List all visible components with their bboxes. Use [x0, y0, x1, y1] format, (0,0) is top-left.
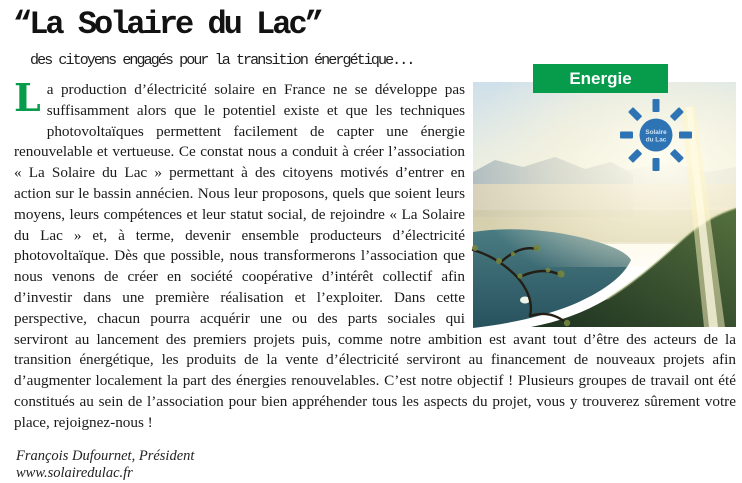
logo-text-line1: Solaire [645, 129, 667, 136]
logo-text-line2: du Lac [645, 136, 667, 144]
signature-name: François Dufournet, Président [16, 447, 195, 464]
page-subtitle: des citoyens engagés pour la transition énergétique... [30, 52, 414, 69]
lake-annecy-photo [473, 82, 736, 327]
article-photo [473, 82, 736, 327]
solaire-du-lac-logo [620, 99, 692, 171]
page-title: “La Solaire du Lac” [13, 6, 321, 43]
signature-block [16, 448, 742, 483]
magazine-page [0, 6, 742, 482]
category-badge [533, 64, 668, 93]
article-body-text: a production d’électricité solaire en France ne se développe pas suffisamment alors que le potentiel existe et que les techniques photovoltaïques permettent facilement de capter une énergie renouvelable et vertueuse. Ce constat nous a conduit à créer l’association « La Solaire du Lac » permettant à des citoyens motivés d’entrer en action sur le bassin annécien. Nous leur proposons, quels que soient leurs moyens, leurs compétences et leur statut social, de rejoindre « La Solaire du Lac » et, à terme, devenir ensemble producteurs d’électricité photovoltaïque. Dès que possible, nous transformerons l’association que nous venons de créer en société coopérative d’intérêt collectif afin d’investir dans une première réalisation et l’exploiter. Dans cette perspective, chacun pourra acquérir une ou des parts sociales qui serviront au lancement des premiers projets puis, comme notre ambition est avant tout d’être des acteurs de la transition énergétique, les produits de la vente d’électricité serviront au financement de nouveaux projets afin d’augmenter localement la part des énergies renouvelables. C’est notre objectif ! Plusieurs groupes de travail ont été constitués au sein de l’association pour bien appréhender tous les aspects du projet, vous y trouverez sûrement votre place, rejoignez-nous ! [14, 81, 736, 431]
signature-url: www.solairedulac.fr [16, 465, 133, 482]
drop-cap: L [14, 75, 41, 120]
category-badge-label: Energie [569, 68, 632, 88]
